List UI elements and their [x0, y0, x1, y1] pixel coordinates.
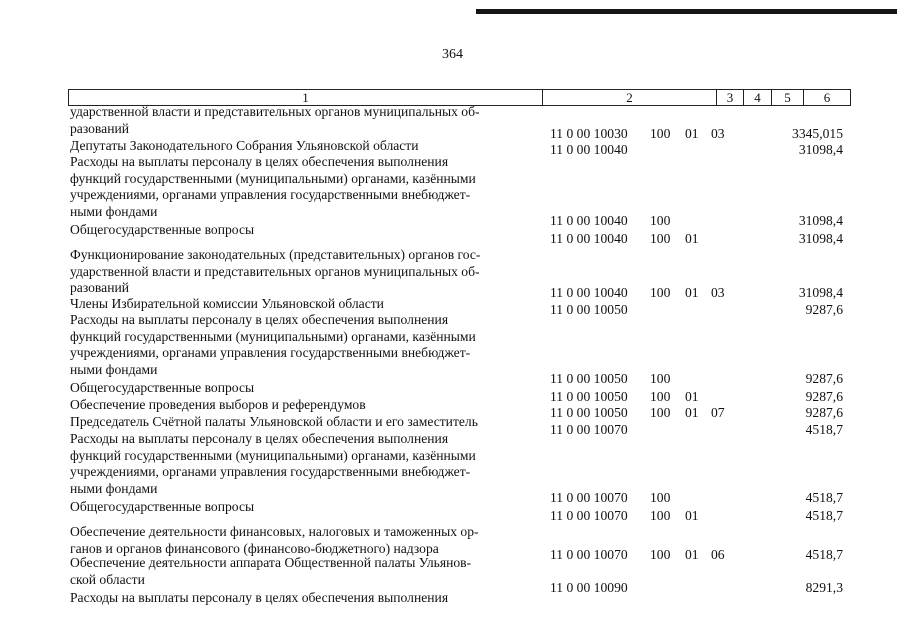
- row-col-3: 100: [650, 389, 671, 404]
- row-col-3: 100: [650, 285, 671, 300]
- row-code: 11 0 00 10040: [550, 213, 628, 228]
- header-col-5: 5: [772, 90, 804, 105]
- row-code: 11 0 00 10040: [550, 285, 628, 300]
- row-col-4: 01: [685, 389, 699, 404]
- description-line: разований: [70, 280, 130, 295]
- description-line: ганов и органов финансового (финансово-бюджетного) надзора: [70, 540, 439, 556]
- description-line: ударственной власти и представительных органов муниципальных об-: [70, 263, 480, 279]
- description-line: функций государственными (муниципальными) органами, казёнными: [70, 447, 476, 463]
- row-amount: 4518,7: [805, 547, 843, 562]
- row-col-4: 01: [685, 285, 699, 300]
- row-description: [70, 138, 532, 155]
- header-col-3: 3: [717, 90, 744, 105]
- row-description: [70, 397, 532, 414]
- row-code: 11 0 00 10070: [550, 508, 628, 523]
- description-line: функций государственными (муниципальными) органами, казёнными: [70, 170, 476, 186]
- row-amount: 9287,6: [805, 371, 843, 386]
- description-line: Общегосударственные вопросы: [70, 380, 255, 395]
- row-amount: 4518,7: [805, 490, 843, 505]
- row-description: [70, 380, 532, 397]
- description-line: Расходы на выплаты персоналу в целях обеспечения выполнения: [70, 431, 449, 446]
- row-col-3: 100: [650, 405, 671, 420]
- row-description: [70, 431, 532, 497]
- row-description: [70, 104, 532, 137]
- description-line: Депутаты Законодательного Собрания Ульяновской области: [70, 138, 419, 153]
- row-code: 11 0 00 10050: [550, 371, 628, 386]
- row-col-5: 03: [711, 126, 725, 141]
- row-code: 11 0 00 10070: [550, 547, 628, 562]
- row-code: 11 0 00 10040: [550, 231, 628, 246]
- row-col-3: 100: [650, 231, 671, 246]
- row-description: [70, 590, 532, 607]
- description-line: ской области: [70, 571, 145, 587]
- row-col-5: 06: [711, 547, 725, 562]
- row-col-3: 100: [650, 490, 671, 505]
- description-line: Расходы на выплаты персоналу в целях обеспечения выполнения: [70, 590, 449, 605]
- description-line: ными фондами: [70, 203, 158, 219]
- row-col-4: 01: [685, 405, 699, 420]
- row-description: [70, 222, 532, 239]
- row-amount: 4518,7: [805, 508, 843, 523]
- row-code: 11 0 00 10070: [550, 490, 628, 505]
- row-code: 11 0 00 10030: [550, 126, 628, 141]
- row-amount: 3345,015: [792, 126, 843, 141]
- row-code: 11 0 00 10050: [550, 302, 628, 317]
- row-amount: 9287,6: [805, 302, 843, 317]
- row-col-5: 03: [711, 285, 725, 300]
- row-col-4: 01: [685, 231, 699, 246]
- row-description: [70, 555, 532, 588]
- row-code: 11 0 00 10070: [550, 422, 628, 437]
- row-code: 11 0 00 10090: [550, 580, 628, 595]
- row-col-3: 100: [650, 213, 671, 228]
- row-amount: 9287,6: [805, 405, 843, 420]
- description-line: ными фондами: [70, 361, 158, 377]
- header-col-4: 4: [744, 90, 772, 105]
- row-amount: 31098,4: [798, 213, 843, 228]
- row-description: [70, 414, 532, 431]
- description-line: учреждениями, органами управления государственными внебюджет-: [70, 345, 471, 360]
- description-line: Расходы на выплаты персоналу в целях обеспечения выполнения: [70, 312, 449, 327]
- description-line: учреждениями, органами управления государственными внебюджет-: [70, 464, 471, 479]
- row-col-3: 100: [650, 508, 671, 523]
- row-col-4: 01: [685, 126, 699, 141]
- row-description: [70, 499, 532, 516]
- row-col-4: 01: [685, 508, 699, 523]
- row-col-5: 07: [711, 405, 725, 420]
- page-number: 364: [442, 47, 463, 62]
- row-description: [70, 312, 532, 378]
- row-col-4: 01: [685, 547, 699, 562]
- description-line: учреждениями, органами управления государственными внебюджет-: [70, 187, 471, 202]
- row-code: 11 0 00 10050: [550, 389, 628, 404]
- row-code: 11 0 00 10050: [550, 405, 628, 420]
- description-line: Обеспечение деятельности аппарата Общественной палаты Ульянов-: [70, 555, 472, 570]
- description-line: Обеспечение деятельности финансовых, налоговых и таможенных ор-: [70, 524, 479, 539]
- row-amount: 4518,7: [805, 422, 843, 437]
- row-description: [70, 247, 532, 297]
- row-col-3: 100: [650, 126, 671, 141]
- header-col-6: 6: [823, 90, 831, 105]
- row-amount: 31098,4: [798, 142, 843, 157]
- row-description: [70, 524, 532, 557]
- row-amount: 9287,6: [805, 389, 843, 404]
- description-line: функций государственными (муниципальными) органами, казёнными: [70, 328, 476, 344]
- description-line: Обеспечение проведения выборов и референдумов: [70, 397, 366, 412]
- row-amount: 31098,4: [798, 231, 843, 246]
- row-amount: 31098,4: [798, 285, 843, 300]
- description-line: разований: [70, 120, 130, 136]
- description-line: Общегосударственные вопросы: [70, 499, 255, 514]
- description-line: Общегосударственные вопросы: [70, 222, 255, 237]
- description-line: ударственной власти и представительных органов муниципальных об-: [70, 104, 480, 119]
- row-amount: 8291,3: [805, 580, 843, 595]
- description-line: ными фондами: [70, 480, 158, 496]
- row-description: [70, 296, 532, 313]
- description-line: Председатель Счётной палаты Ульяновской области и его заместитель: [70, 414, 478, 429]
- row-description: [70, 154, 532, 220]
- row-col-3: 100: [650, 547, 671, 562]
- description-line: Расходы на выплаты персоналу в целях обеспечения выполнения: [70, 154, 449, 169]
- row-code: 11 0 00 10040: [550, 142, 628, 157]
- header-col-1: 1: [69, 90, 543, 105]
- description-line: Функционирование законодательных (представительных) органов гос-: [70, 247, 481, 262]
- row-col-3: 100: [650, 371, 671, 386]
- header-col-2: 2: [543, 90, 717, 105]
- description-line: Члены Избирательной комиссии Ульяновской области: [70, 296, 384, 311]
